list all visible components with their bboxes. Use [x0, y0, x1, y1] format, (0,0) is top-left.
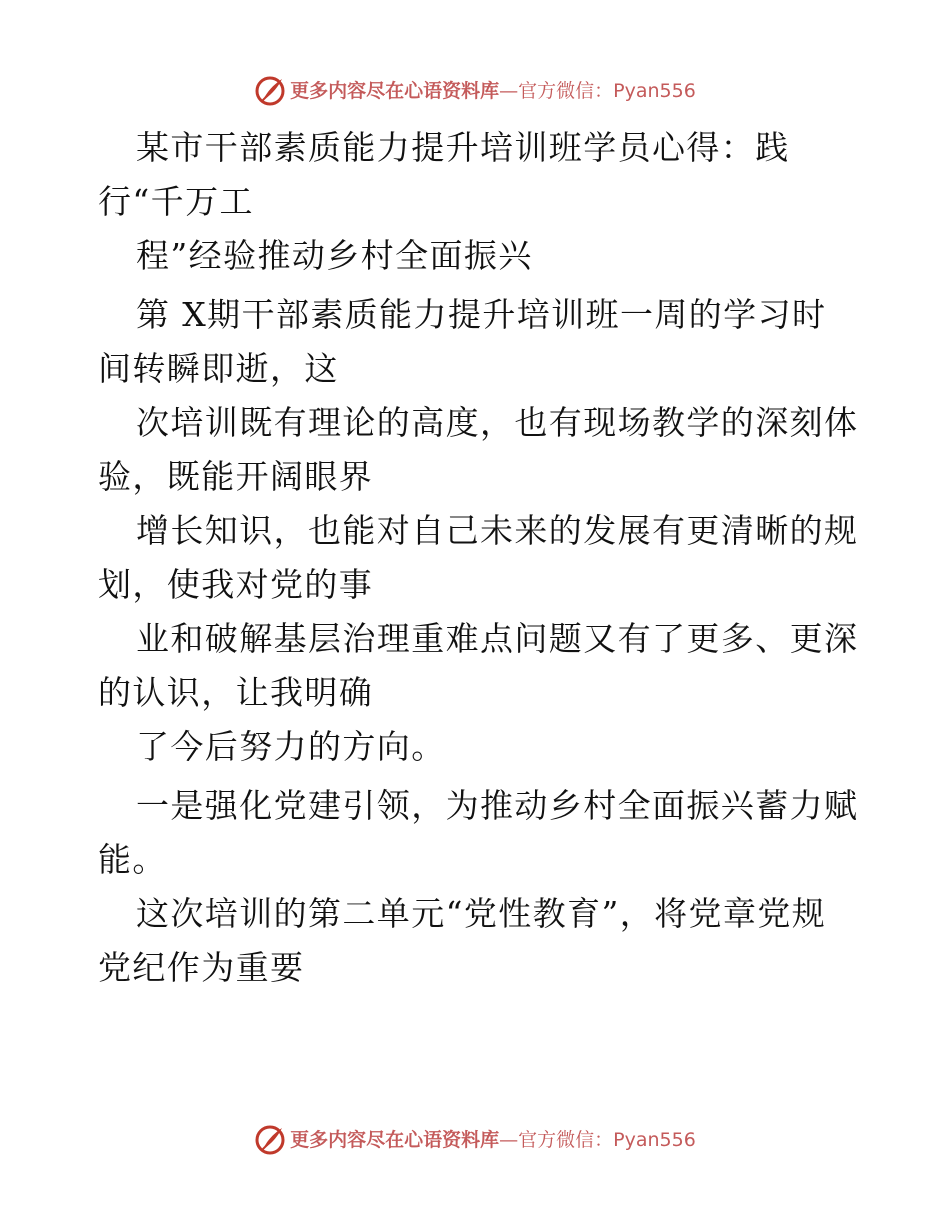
text-line: 划，使我对党的事	[98, 565, 374, 604]
text-line: 某市干部素质能力提升培训班学员心得：践	[136, 128, 790, 167]
text-line: 党纪作为重要	[98, 948, 305, 987]
text-line: 一是强化党建引领，为推动乡村全面振兴蓄力赋	[136, 786, 859, 825]
text-line: 间转瞬即逝，这	[98, 349, 339, 388]
quill-logo-icon	[254, 1124, 286, 1156]
text-line: 验，既能开阔眼界	[98, 457, 374, 496]
text-line: 了今后努力的方向。	[136, 727, 446, 766]
document-body	[98, 118, 858, 992]
banner-separator: —	[499, 79, 519, 102]
banner-wechat-text: 官方微信：Pyan556	[518, 79, 696, 102]
text-line: 第 X期干部素质能力提升培训班一周的学习时	[136, 295, 827, 334]
footer-banner	[0, 1120, 950, 1160]
quill-logo-icon	[254, 75, 286, 107]
text-line: 行“千万工	[98, 182, 254, 221]
text-line: 次培训既有理论的高度，也有现场教学的深刻体	[136, 403, 859, 442]
text-line: 的认识，让我明确	[98, 673, 374, 712]
text-line: 业和破解基层治理重难点问题又有了更多、更深	[136, 619, 859, 658]
banner-main-text: 更多内容尽在心语资料库	[290, 79, 500, 102]
text-line: 程”经验推动乡村全面振兴	[136, 236, 533, 275]
text-line: 增长知识，也能对自己未来的发展有更清晰的规	[136, 511, 859, 550]
banner-wechat-text: 官方微信：Pyan556	[518, 1128, 696, 1151]
text-line: 这次培训的第二单元“党性教育”，将党章党规	[136, 894, 827, 933]
header-banner	[0, 71, 950, 111]
banner-main-text: 更多内容尽在心语资料库	[290, 1128, 500, 1151]
text-line: 能。	[98, 840, 167, 879]
banner-separator: —	[499, 1128, 519, 1151]
